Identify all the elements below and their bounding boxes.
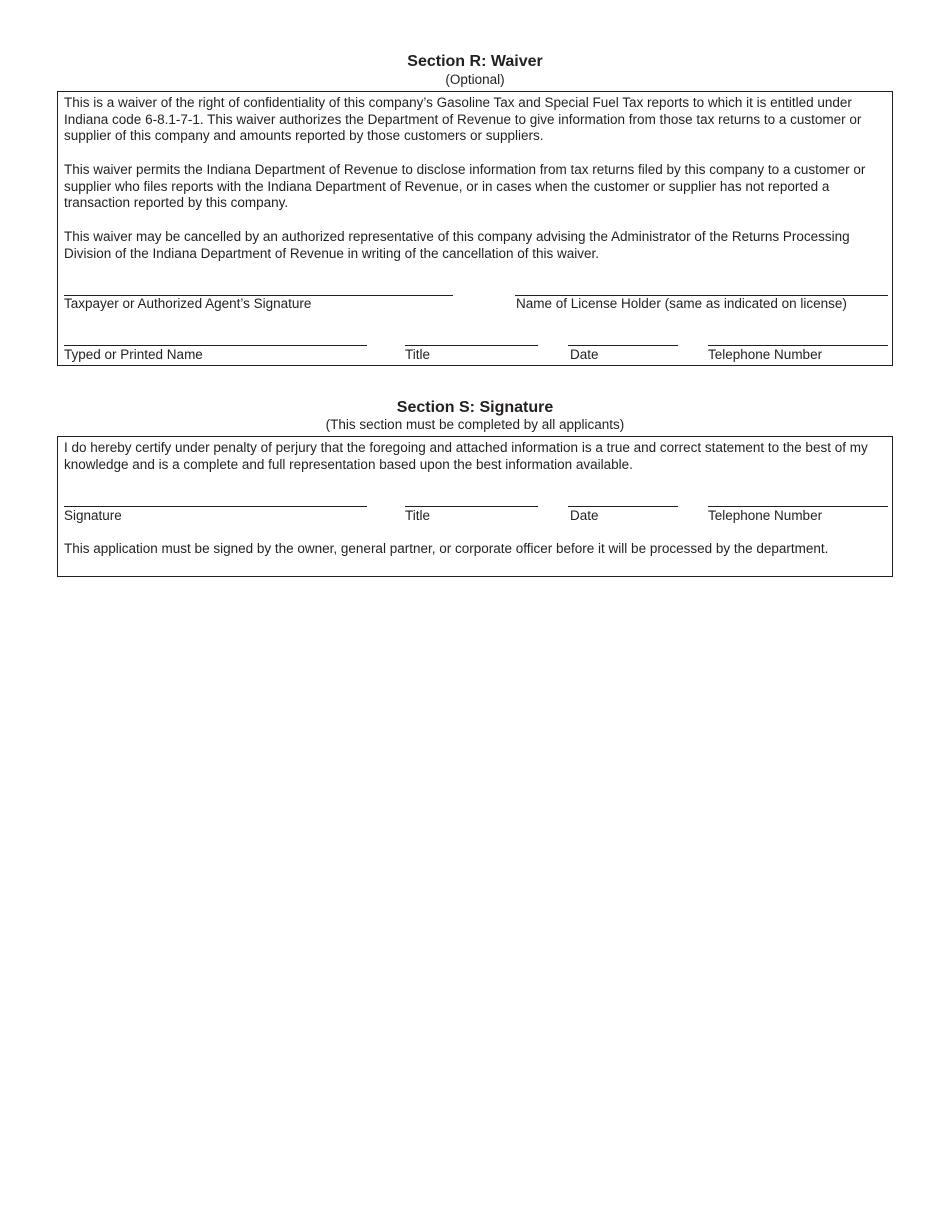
s-title-label: Title: [405, 508, 431, 523]
printed-name-label: Typed or Printed Name: [64, 347, 203, 362]
section-r-subtitle: (Optional): [445, 72, 505, 87]
section-r-waiver-box: [57, 91, 893, 366]
s-signature-label: Signature: [64, 508, 122, 523]
r-date-label: Date: [570, 347, 599, 362]
r-telephone-label: Telephone Number: [708, 347, 823, 362]
license-holder-name-label: Name of License Holder (same as indicated on license): [516, 296, 847, 311]
section-r-title: Section R: Waiver: [407, 53, 543, 70]
section-s-title: Section S: Signature: [396, 399, 554, 416]
r-title-label: Title: [405, 347, 431, 362]
s-date-line[interactable]: [568, 506, 678, 507]
waiver-paragraph-3: This waiver may be cancelled by an authorized representative of this company advising the Administrator of the Returns Processing Division of the Indiana Department of Revenue in writing of the cancellation of this waiver.: [64, 229, 850, 261]
r-date-line[interactable]: [568, 345, 678, 346]
waiver-paragraph-1: This is a waiver of the right of confidentiality of this company’s Gasoline Tax and Special Fuel Tax reports to which it is entitled under Indiana code 6-8.1-7-1. This waiver authorizes the Department of Revenue to give information from those tax returns to a customer or supplier of this company and amounts reported by those customers or suppliers.: [64, 95, 862, 144]
s-telephone-line[interactable]: [708, 506, 888, 507]
taxpayer-signature-label: Taxpayer or Authorized Agent’s Signature: [64, 296, 312, 311]
signing-requirement-note: This application must be signed by the owner, general partner, or corporate officer before it will be processed by the department.: [64, 541, 829, 556]
certification-statement: I do hereby certify under penalty of perjury that the foregoing and attached information is a true and correct statement to the best of my knowledge and is a complete and full representation based upon the best information available.: [64, 440, 868, 472]
s-date-label: Date: [570, 508, 599, 523]
s-telephone-label: Telephone Number: [708, 508, 823, 523]
printed-name-line[interactable]: [64, 345, 367, 346]
section-s-signature-box: [57, 436, 893, 577]
r-title-line[interactable]: [405, 345, 538, 346]
section-s-subtitle: (This section must be completed by all applicants): [325, 417, 625, 432]
r-telephone-line[interactable]: [708, 345, 888, 346]
waiver-paragraph-2: This waiver permits the Indiana Department of Revenue to disclose information from tax returns filed by this company to a customer or supplier who files reports with the Indiana Department of Revenue, or in cases when the customer or supplier has not reported a transaction reported by this company.: [64, 162, 866, 211]
s-title-line[interactable]: [405, 506, 538, 507]
s-signature-line[interactable]: [64, 506, 367, 507]
